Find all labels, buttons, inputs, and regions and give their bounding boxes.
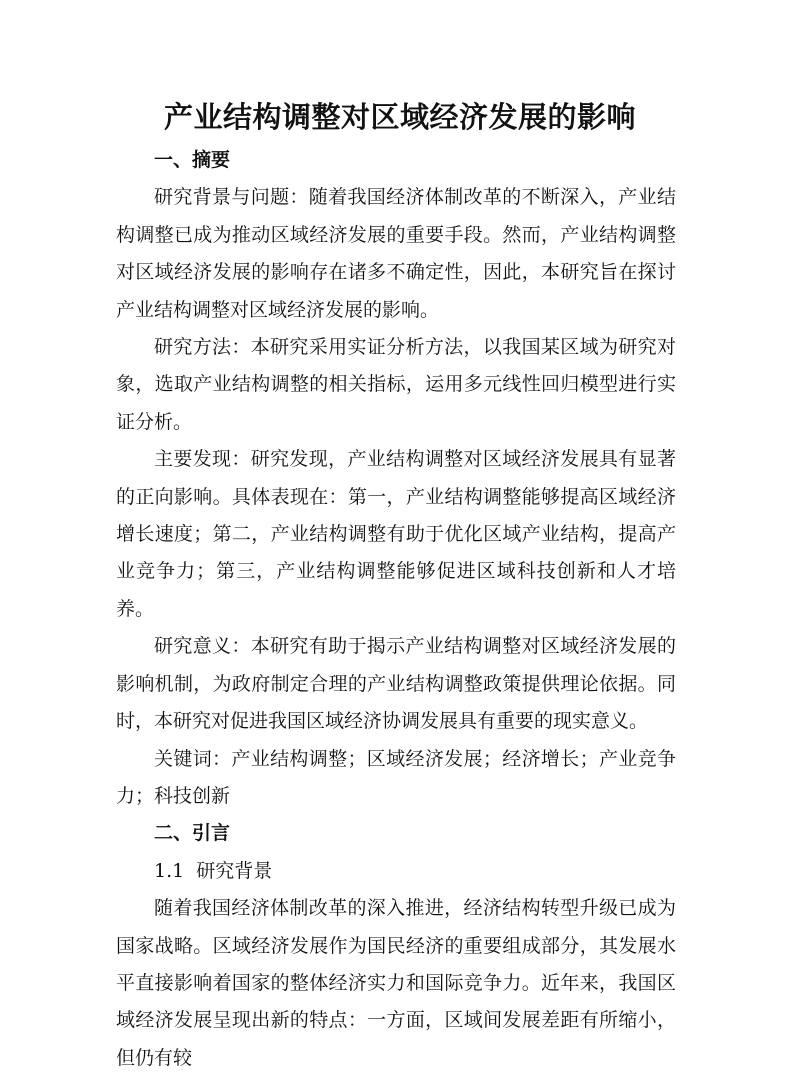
keywords-paragraph: 关键词：产业结构调整；区域经济发展；经济增长；产业竞争力；科技创新 [116,747,676,807]
abstract-method-paragraph: 研究方法：本研究采用实证分析方法，以我国某区域为研究对象，选取产业结构调整的相关指标，运用多元线性回归模型进行实证分析。 [116,336,676,433]
abstract-significance-paragraph: 研究意义：本研究有助于揭示产业结构调整对区域经济发展的影响机制，为政府制定合理的产业结构调整政策提供理论依据。同时，本研究对促进我国区域经济协调发展具有重要的现实意义。 [116,635,676,733]
subsection-heading-research-background: 1.1 研究背景 [154,859,273,882]
document-title: 产业结构调整对区域经济发展的影响 [163,100,636,134]
abstract-findings-paragraph: 主要发现：研究发现，产业结构调整对区域经济发展具有显著的正向影响。具体表现在：第一，产业结构调整能够提高区域经济增长速度；第二，产业结构调整有助于优化区域产业结构，提高产业竞争力；第三，产业结构调整能够促进区域科技创新和人才培养。 [116,448,676,620]
section-heading-abstract: 一、摘要 [154,149,231,171]
section-heading-introduction: 二、引言 [154,822,231,845]
abstract-background-paragraph: 研究背景与问题：随着我国经济体制改革的不断深入，产业结构调整已成为推动区域经济发展的重要手段。然而，产业结构调整对区域经济发展的影响存在诸多不确定性，因此，本研究旨在探讨产业结构调整对区域经济发展的影响。 [116,186,676,321]
research-background-paragraph: 随着我国经济体制改革的深入推进，经济结构转型升级已成为国家战略。区域经济发展作为国民经济的重要组成部分，其发展水平直接影响着国家的整体经济实力和国际竞争力。近年来，我国区域经济发展呈现出新的特点：一方面，区域间发展差距有所缩小，但仍有较 [116,897,676,1069]
document-body [116,142,676,1077]
